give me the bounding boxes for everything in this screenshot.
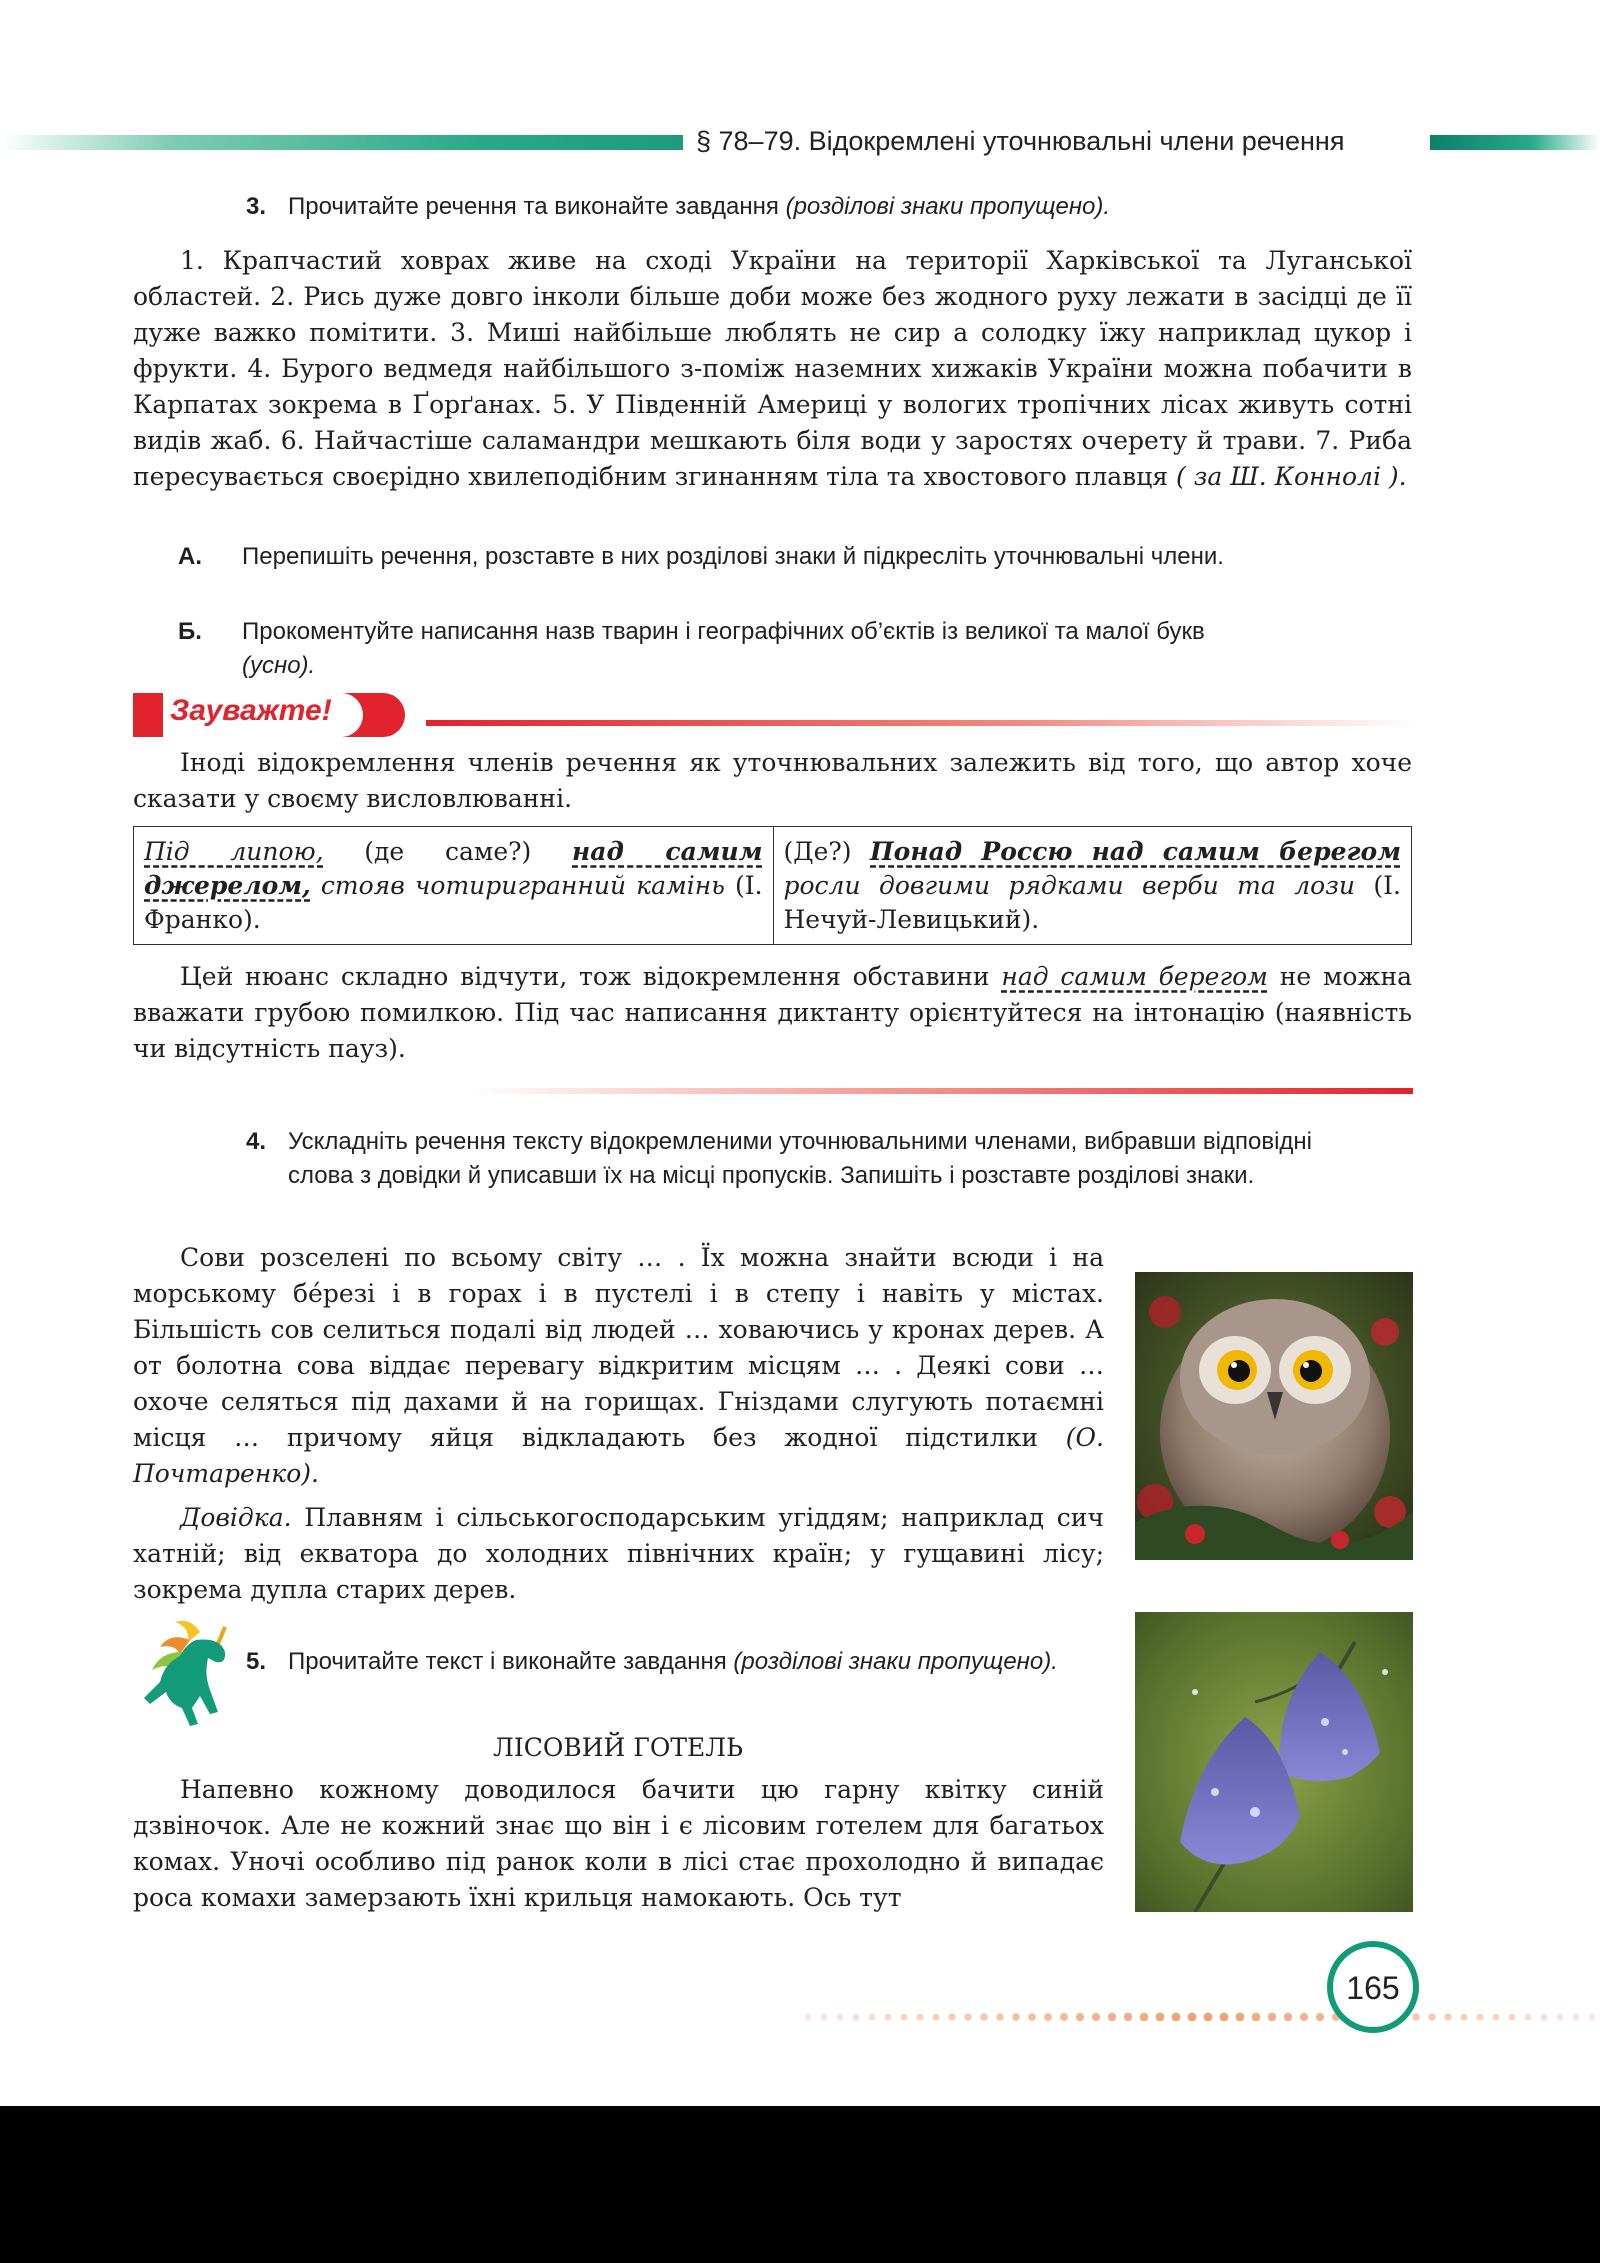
page-bottom-margin	[0, 2106, 1600, 2263]
task-4-source: (О. Почтаренко).	[133, 1423, 1104, 1488]
note-outro	[133, 959, 1412, 1067]
task-4-reference-text: Плавням і сільськогосподарським угіддям; наприклад сич хатній; від екватора до холодних північних країн; у гущавині лісу; зокрема дупла старих дерев.	[133, 1503, 1104, 1604]
task-3-sub-b-text: Прокоментуйте написання назв тварин і географічних об’єктів із великої та малої букв	[242, 618, 1205, 645]
note-intro: Іноді відокремлення членів речення як уточнювальних залежить від того, що автор хоче сказати у своєму висловлюванні.	[133, 748, 1412, 813]
owl-photo	[1135, 1272, 1413, 1560]
task-3-instruction-note: (розділові знаки пропущено).	[785, 193, 1111, 220]
task-3-sub-a-label: А.	[178, 543, 202, 570]
story-title: ЛІСОВИЙ ГОТЕЛЬ	[493, 1733, 743, 1762]
task-3-sub-b-note: (усно).	[242, 652, 316, 679]
header-bar-right	[1430, 135, 1600, 150]
task-3-sentences: 1. Крапчастий ховрах живе на сході України на території Харківської та Луганської областей. 2. Рись дуже довго інколи більше доби може без жодного руху лежати в засідці де її дуже важко помітити. 3. Миші найбільше люблять не сир а солодку їжу наприклад цукор і фрукти. 4. Бурого ведмедя найбільшого з-поміж наземних хижаків України можна побачити в Карпатах зокрема в Ґорґанах. 5. У Південній Америці у вологих тропічних лісах живуть сотні видів жаб. 6. Найчастіше саламандри мешкають біля води у заростях очерету й трави. 7. Риба пересувається своєрідно хвилеподібним згинанням тіла та хвостового плавця	[133, 246, 1412, 491]
task-4-instruction	[246, 1125, 1312, 1193]
note-divider-bottom	[470, 1088, 1413, 1094]
section-title: § 78–79. Відокремлені уточнювальні члени речення	[696, 126, 1345, 156]
comparison-cell-right	[773, 827, 1412, 944]
header-bar-left	[0, 135, 683, 150]
left-cell-clarifier: над самим джерелом,	[144, 837, 763, 900]
right-cell-author: (І. Нечуй-Левицький).	[783, 871, 1401, 934]
note-outro-underlined: над самим берегом	[1001, 962, 1268, 991]
right-cell-clarifier: Понад Россю над самим берегом	[870, 837, 1401, 866]
task-3-sub-a-text: Перепишіть речення, розставте в них розділові знаки й підкресліть уточнювальні члени.	[242, 543, 1224, 570]
note-divider-top	[426, 720, 1416, 726]
task-3-sub-b	[178, 615, 1278, 683]
task-5-instruction-note: (розділові знаки пропущено).	[733, 1648, 1058, 1675]
task-3-sub-b-label: Б.	[178, 618, 202, 645]
task-5-text: Напевно кожному доводилося бачити цю гарну квітку синій дзвіночок. Але не кожний знає що він і є лісовим готелем для багатьох комах. Уночі особливо під ранок коли в лісі стає прохолодно й випадає роса комахи замерзають їхні крильця намокають. Ось тут	[133, 1775, 1104, 1912]
task-3-source: ( за Ш. Коннолі ).	[1176, 462, 1407, 491]
task-5-instruction-text: Прочитайте текст і виконайте завдання	[288, 1648, 727, 1675]
task-4-number: 4.	[246, 1128, 267, 1155]
task-3-number: 3.	[246, 193, 267, 220]
note-outro-start: Цей нюанс складно відчути, тож відокремлення обставини	[180, 962, 990, 991]
right-cell-rest: росли довгими рядками верби та лози	[783, 871, 1355, 900]
note-outro-end: не можна вважати грубою помилкою. Під час написання диктанту орієнтуйтеся на інтонацію (наявність чи відсутність пауз).	[133, 962, 1413, 1063]
task-5-instruction	[246, 1645, 1106, 1679]
task-4-reference	[133, 1500, 1104, 1608]
left-cell-author: (І. Франко).	[144, 871, 763, 934]
comparison-cell-left	[134, 827, 773, 944]
left-cell-rest: стояв чотиригранний камінь	[320, 871, 725, 900]
left-cell-part1: Під липою,	[144, 837, 324, 866]
task-4-instruction-text: Ускладніть речення тексту відокремленими уточнювальними членами, вибравши відповідні слова з довідки й уписавши їх на місці пропусків. Запишіть і розставте розділові знаки.	[288, 1128, 1312, 1189]
task-4-reference-label: Довідка.	[180, 1503, 292, 1532]
task-3-sub-a	[178, 540, 1278, 574]
task-3-text	[133, 243, 1412, 495]
task-3-instruction-text: Прочитайте речення та виконайте завдання	[288, 193, 779, 220]
page-dots-decoration	[800, 2011, 1600, 2023]
task-3-instruction	[246, 190, 1346, 224]
right-cell-question: (Де?)	[783, 837, 852, 866]
task-4-text	[133, 1240, 1104, 1492]
comparison-table	[133, 826, 1412, 945]
page-number: 165	[1346, 1970, 1400, 2006]
left-cell-question: (де саме?)	[364, 837, 532, 866]
unicorn-icon	[130, 1612, 240, 1732]
task-4-passage: Сови розселені по всьому світу … . Їх можна знайти всюди і на морському бе́резі і в горах і в пустелі і в степу і навіть у містах. Більшість сов селиться подалі від людей … ховаючись у кронах дерев. А от болотна сова віддає перевагу відкритим місцям … . Деякі сови … охоче селяться під дахами й на горищах. Гніздами слугують потаємні місця … причому яйця відкладають без жодної підстилки	[133, 1243, 1104, 1452]
bellflower-photo	[1135, 1612, 1413, 1912]
task-5-number: 5.	[246, 1648, 267, 1675]
note-label: Зауважте!	[170, 694, 332, 727]
